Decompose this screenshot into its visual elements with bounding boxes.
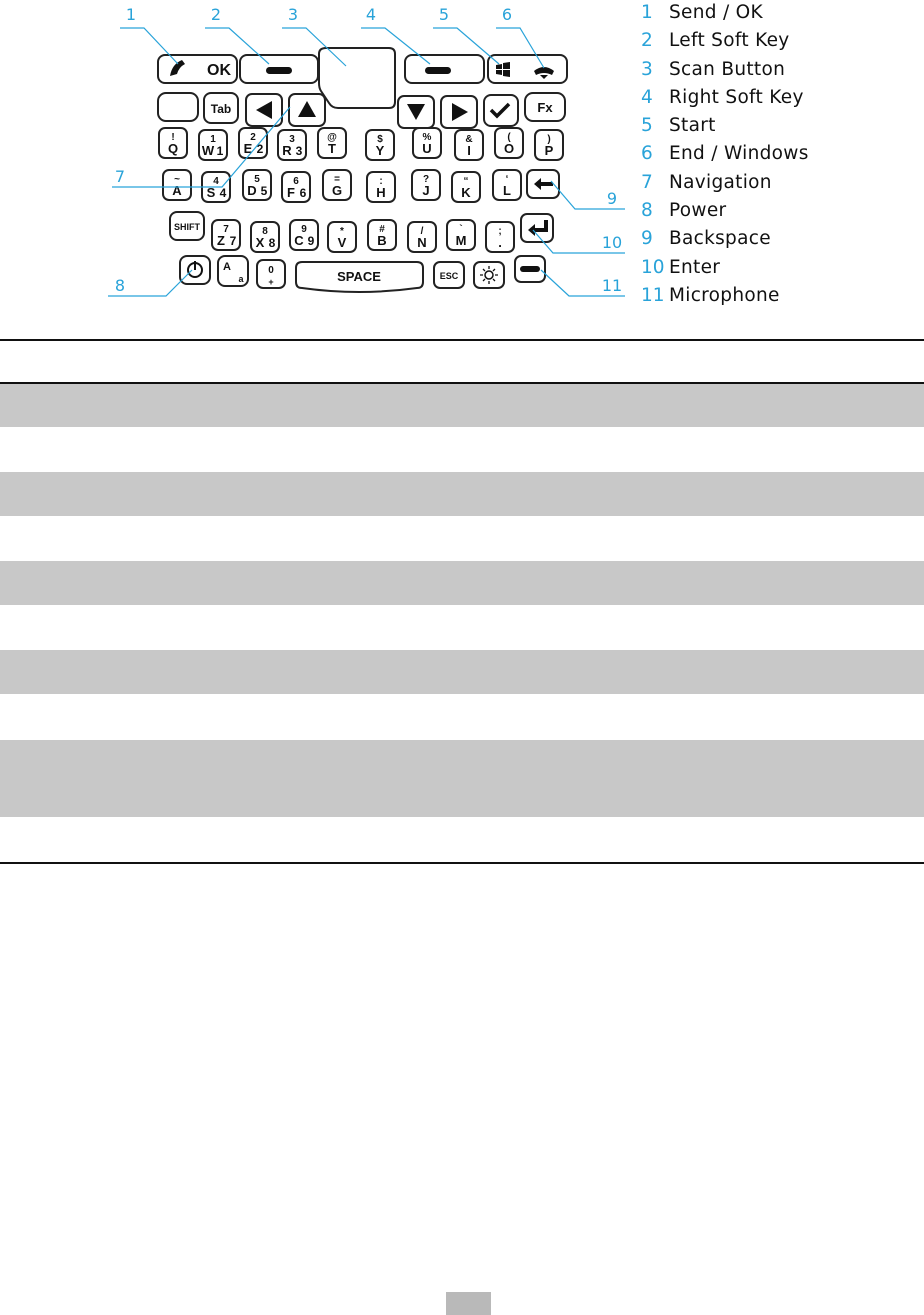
scan-button — [319, 48, 395, 108]
legend-label: Microphone — [669, 284, 780, 306]
letter-key — [412, 170, 440, 200]
key-symbol: @ — [327, 132, 337, 143]
key-digit: 6 — [299, 186, 307, 200]
key-letter: . — [498, 235, 502, 250]
key-letter: B — [377, 233, 387, 248]
nav-left-key — [246, 94, 282, 126]
nav-down-key — [398, 96, 434, 128]
case-key-lower: a — [238, 274, 244, 284]
table-bottom-rule — [0, 862, 924, 864]
key-digit: 4 — [219, 186, 227, 200]
key-letter: A — [172, 183, 182, 198]
legend-item — [641, 85, 809, 113]
legend-label: End / Windows — [669, 143, 809, 165]
callout-10: 10 — [601, 233, 623, 252]
key-symbol: $ — [377, 134, 383, 145]
key-symbol: 8 — [262, 226, 268, 237]
callout-11: 11 — [601, 276, 623, 295]
callout-8: 8 — [114, 276, 126, 295]
letter-key — [447, 220, 475, 250]
key-symbol: 6 — [293, 176, 299, 187]
keypad-diagram — [0, 0, 640, 310]
key-letter: T — [328, 141, 336, 156]
key-symbol: ! — [171, 132, 175, 143]
legend-label: Navigation — [669, 171, 772, 193]
letter-key — [413, 128, 441, 158]
enter-key — [521, 214, 553, 242]
legend-label: Start — [669, 115, 716, 137]
legend-item — [641, 113, 809, 141]
key-symbol: 3 — [289, 134, 295, 145]
key-letter: H — [376, 185, 386, 200]
table-row-shaded — [0, 740, 924, 817]
key-letter: I — [467, 143, 471, 158]
key-letter: O — [503, 141, 515, 156]
key-symbol: 2 — [250, 132, 256, 143]
letter-key — [535, 130, 563, 160]
space-key — [296, 262, 423, 292]
table-row-shaded — [0, 384, 924, 427]
key-symbol: 9 — [301, 224, 307, 235]
letter-key — [163, 170, 191, 200]
letter-key — [318, 128, 346, 158]
key-digit: 7 — [229, 234, 237, 248]
legend-label: Scan Button — [669, 58, 786, 80]
key-symbol: ` — [459, 224, 463, 235]
tab-key — [204, 93, 238, 123]
svg-text:+: + — [268, 277, 274, 287]
callout-2: 2 — [210, 5, 222, 24]
legend-item — [641, 283, 809, 311]
key-symbol: & — [465, 134, 473, 145]
letter-key — [290, 220, 318, 250]
key-letter: P — [544, 143, 554, 158]
key-letter: Z — [217, 233, 225, 248]
svg-text:Tab: Tab — [210, 102, 232, 116]
case-key — [218, 256, 248, 286]
legend-item — [641, 141, 809, 169]
callout-5: 5 — [438, 5, 450, 24]
left-soft-key — [240, 55, 318, 83]
key-digit: 1 — [216, 144, 224, 158]
svg-text:Fx: Fx — [537, 100, 553, 115]
legend-item — [641, 255, 809, 283]
key-symbol: * — [340, 226, 344, 237]
legend-number: 2 — [641, 30, 653, 52]
legend-item — [641, 198, 809, 226]
letter-key — [212, 220, 240, 250]
letter-key — [368, 220, 396, 250]
key-symbol: / — [420, 226, 424, 237]
page-number-tab — [446, 1292, 491, 1315]
key-symbol: 1 — [210, 134, 216, 145]
key-digit: 3 — [295, 144, 303, 158]
esc-key — [434, 262, 464, 288]
letter-key — [495, 128, 523, 158]
table-top-rule — [0, 339, 924, 341]
legend-number: 9 — [641, 228, 653, 250]
key-letter: U — [422, 141, 432, 156]
send-ok-key — [158, 55, 237, 83]
key-symbol: # — [379, 224, 385, 235]
legend-label: Right Soft Key — [669, 86, 804, 108]
key-symbol: ‘ — [505, 174, 509, 185]
legend-label: Power — [669, 200, 727, 222]
key-symbol: % — [422, 132, 432, 143]
key-letter: W — [201, 143, 215, 158]
legend-number: 11 — [641, 284, 665, 306]
microphone-icon — [520, 266, 540, 272]
letter-keys — [159, 128, 563, 252]
shift-key — [170, 212, 204, 240]
backlight-key — [474, 262, 504, 288]
key-letter: M — [455, 233, 467, 248]
key-letter: D — [247, 183, 257, 198]
letter-key — [282, 172, 310, 202]
callout-3: 3 — [287, 5, 299, 24]
legend-label: Enter — [669, 256, 721, 278]
key-symbol: ; — [498, 226, 502, 237]
key-letter: J — [422, 183, 430, 198]
right-soft-key — [405, 55, 484, 83]
key-symbol: “ — [463, 176, 469, 187]
letter-key — [486, 222, 514, 252]
callout-7: 7 — [114, 167, 126, 186]
nav-right-key — [441, 96, 477, 128]
legend-number: 7 — [641, 171, 653, 193]
power-key — [180, 256, 210, 284]
nav-up-key — [289, 94, 325, 126]
key-symbol: 4 — [213, 176, 219, 187]
letter-key — [367, 172, 395, 202]
letter-key — [239, 128, 267, 158]
key-letter: L — [503, 183, 511, 198]
legend-number: 10 — [641, 256, 665, 278]
legend-item — [641, 226, 809, 254]
letter-key — [323, 170, 351, 200]
key-letter: E — [243, 141, 253, 156]
legend-number: 5 — [641, 115, 653, 137]
key-digit: 8 — [268, 236, 276, 250]
legend-item — [641, 0, 809, 28]
svg-text:ESC: ESC — [439, 271, 459, 281]
legend-item — [641, 170, 809, 198]
key-symbol: = — [334, 174, 340, 185]
letter-key — [159, 128, 187, 158]
table-row-shaded — [0, 650, 924, 694]
key-symbol: : — [379, 176, 383, 187]
key-legend — [641, 0, 809, 311]
letter-key — [251, 222, 279, 252]
legend-number: 1 — [641, 2, 653, 23]
key-digit: 2 — [256, 142, 264, 156]
key-letter: N — [417, 235, 427, 250]
key-letter: G — [331, 183, 343, 198]
key-symbol: 7 — [223, 224, 229, 235]
fx-key — [525, 93, 565, 121]
svg-text:0: 0 — [268, 265, 274, 276]
legend-label: Left Soft Key — [669, 30, 790, 52]
letter-key — [455, 130, 483, 160]
letter-key — [199, 130, 227, 160]
table-row-shaded — [0, 472, 924, 516]
key-symbol: ) — [547, 134, 551, 145]
letter-key — [366, 130, 394, 160]
letter-key — [408, 222, 436, 252]
legend-number: 4 — [641, 86, 653, 108]
callout-6: 6 — [501, 5, 513, 24]
key-symbol: ( — [507, 132, 511, 143]
key-digit: 9 — [307, 234, 315, 248]
key-letter: Q — [167, 141, 179, 156]
microphone-key — [515, 256, 545, 282]
key-symbol: ? — [422, 174, 430, 185]
callout-4: 4 — [365, 5, 377, 24]
key-digit: 5 — [260, 184, 268, 198]
letter-key — [278, 130, 306, 160]
key-letter: K — [461, 185, 471, 200]
blank-key — [158, 93, 198, 121]
start-end-key — [488, 55, 567, 83]
key-letter: Y — [375, 143, 385, 158]
letter-key — [493, 170, 521, 200]
key-symbol: ~ — [174, 174, 180, 185]
letter-key — [243, 170, 271, 200]
svg-text:SPACE: SPACE — [337, 269, 381, 284]
legend-item — [641, 28, 809, 56]
key-letter: V — [337, 235, 347, 250]
callout-9: 9 — [606, 189, 618, 208]
case-key-upper: A — [223, 261, 231, 273]
legend-item — [641, 57, 809, 85]
key-letter: R — [282, 143, 292, 158]
zero-key — [257, 260, 285, 288]
letter-key — [452, 172, 480, 202]
ok-check-key — [484, 95, 518, 126]
table-row-shaded — [0, 561, 924, 605]
letter-key — [328, 222, 356, 252]
key-letter: C — [294, 233, 304, 248]
legend-number: 3 — [641, 58, 653, 80]
legend-number: 6 — [641, 143, 653, 165]
key-symbol: 5 — [254, 174, 260, 185]
key-letter: F — [287, 185, 295, 200]
key-letter: X — [255, 235, 265, 250]
legend-label: Send / OK — [669, 2, 763, 23]
key-letter: S — [206, 185, 216, 200]
legend-label: Backspace — [669, 228, 771, 250]
legend-number: 8 — [641, 200, 653, 222]
callout-1: 1 — [125, 5, 137, 24]
shift-label: SHIFT — [174, 222, 200, 232]
ok-label: OK — [207, 62, 231, 79]
